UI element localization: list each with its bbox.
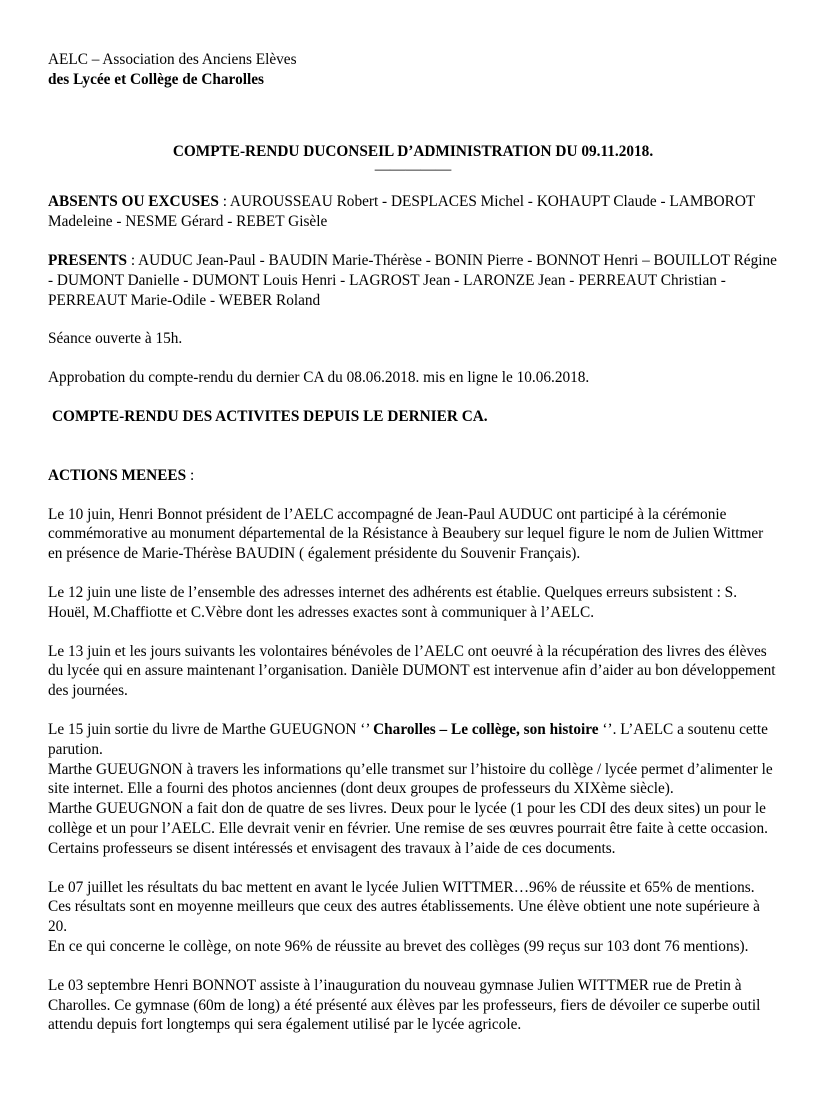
actions-heading: [48, 466, 778, 486]
paragraph-gueugnon-don: Marthe GUEUGNON a fait don de quatre de ses livres. Deux pour le lycée (1 pour les CDI des deux sites) un pour le collège et un pour l’AELC. Elle devrait venir en février. Une remise de ses œuvres pourrait être faite à cette occasion. Certains professeurs se disent intéressés et envisagent des travaux à l’aide de ces documents.: [48, 800, 768, 857]
document-page: [48, 50, 778, 1035]
book-title: Charolles – Le collège, son histoire: [373, 720, 599, 738]
paragraph-gueugnon-info: Marthe GUEUGNON à travers les informations qu’elle transmet sur l’histoire du collège / lycée permet d’alimenter le site internet. Elle a fourni des photos anciennes (dont deux groupes de professeurs du XIXème siècle).: [48, 760, 773, 798]
paragraph-07-juillet: Le 07 juillet les résultats du bac mettent en avant le lycée Julien WITTMER…96% de réussite et 65% de mentions. Ces résultats sont en moyenne meilleurs que ceux des autres établissements. Une élève obtient une note supérieure à 20.: [48, 878, 760, 936]
paragraph-12-juin: Le 12 juin une liste de l’ensemble des adresses internet des adhérents est établie. Quelques erreurs subsistent : S. Houël, M.Chaffiotte et C.Vèbre dont les adresses exactes sont à communiquer à l’AELC.: [48, 583, 738, 621]
association-subtitle: des Lycée et Collège de Charolles: [48, 70, 264, 88]
association-name: AELC – Association des Anciens Elèves: [48, 51, 297, 68]
paragraph-college: En ce qui concerne le collège, on note 96% de réussite au brevet des collèges (99 reçus sur 103 dont 76 mentions).: [48, 937, 749, 955]
absents-label: ABSENTS OU EXCUSES: [48, 193, 219, 211]
approbation-text: Approbation du compte-rendu du dernier CA du 08.06.2018. mis en ligne le 10.06.2018.: [48, 369, 590, 387]
actions-suffix: :: [186, 466, 195, 484]
paragraph-03-septembre: Le 03 septembre Henri BONNOT assiste à l’inauguration du nouveau gymnase Julien WITTMER rue de Pretin à Charolles. Ce gymnase (60m de long) a été présenté aux élèves par les professeurs, fiers de dévoiler ce superbe outil attendu depuis fort longtemps qui sera également utilisé par le lycée agricole.: [48, 976, 761, 1034]
paragraph-15-juin-post: ‘’. L’AELC a soutenu cette parution.: [48, 720, 768, 758]
presents-list: : AUDUC Jean-Paul - BAUDIN Marie-Thérèse - BONIN Pierre - BONNOT Henri – BOUILLOT Régine - DUMONT Danielle - DUMONT Louis Henri - LAGROST Jean - LARONZE Jean - PERREAUT Christian - PERREAUT Marie-Odile - WEBER Roland: [48, 251, 777, 309]
seance-text: Séance ouverte à 15h.: [48, 330, 183, 348]
section-title: COMPTE-RENDU DES ACTIVITES DEPUIS LE DERNIER CA.: [52, 407, 488, 425]
paragraph-13-juin: Le 13 juin et les jours suivants les volontaires bénévoles de l’AELC ont oeuvré à la récupération des livres des élèves du lycée qui en assure maintenant l’organisation. Danièle DUMONT est intervenue afin d’aider au bon développement des journées.: [48, 642, 776, 700]
paragraph-15-juin-pre: Le 15 juin sortie du livre de Marthe GUEUGNON ‘’: [48, 720, 374, 738]
actions-label: ACTIONS MENEES: [48, 466, 187, 484]
document-title: COMPTE-RENDU DUCONSEIL D’ADMINISTRATION DU 09.11.2018.: [172, 142, 654, 160]
paragraph-15-juin: [48, 720, 778, 760]
absents-paragraph: [48, 192, 778, 232]
title-rule: —————: [374, 161, 452, 179]
presents-paragraph: [48, 251, 778, 310]
presents-label: PRESENTS: [48, 251, 128, 269]
paragraph-10-juin: Le 10 juin, Henri Bonnot président de l’AELC accompagné de Jean-Paul AUDUC ont participé à la cérémonie commémorative au monument départemental de la Résistance à Beaubery sur lequel figure le nom de Julien Wittmer en présence de Marie-Thérèse BAUDIN ( également présidente du Souvenir Français).: [48, 505, 764, 563]
absents-list: : AUROUSSEAU Robert - DESPLACES Michel - KOHAUPT Claude - LAMBOROT Madeleine - NESME Gérard - REBET Gisèle: [48, 193, 755, 231]
